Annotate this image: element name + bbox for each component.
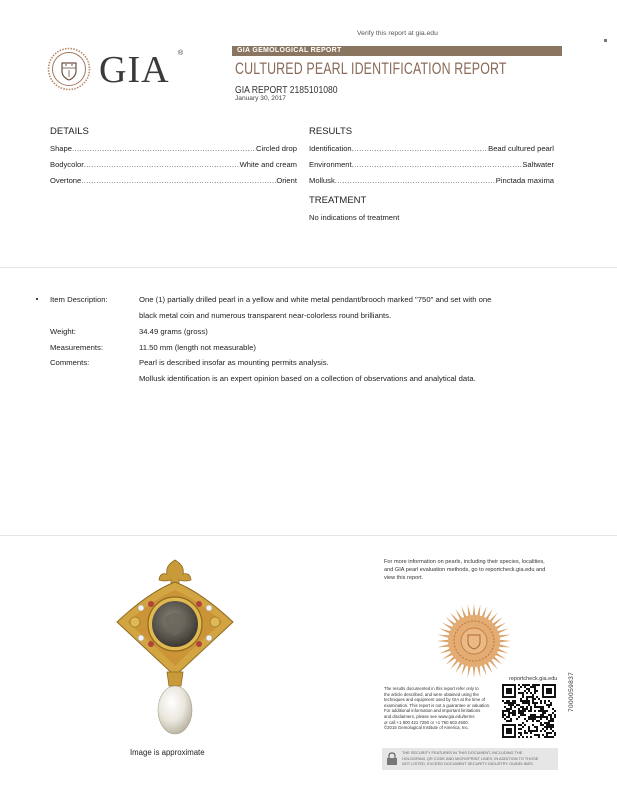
detail-row-bodycolor: Bodycolor ..... White and cream bbox=[50, 160, 297, 169]
pendant-icon bbox=[105, 552, 245, 742]
gold-seal bbox=[436, 603, 512, 679]
qr-code[interactable] bbox=[502, 684, 556, 738]
pearl-info-text: For more information on pearls, including their species, localities, and GIA pearl evaluation methods, go to reportcheck.gia.edu and view this report. bbox=[384, 559, 546, 581]
bullet-mark bbox=[36, 298, 38, 300]
result-row-mollusk: Mollusk ..... Pinctada maxima bbox=[309, 176, 554, 185]
report-number: GIA REPORT 2185101080 bbox=[235, 84, 338, 96]
detail-row-shape: Shape ..... Circled drop bbox=[50, 144, 297, 153]
item-description-line1: One (1) partially drilled pearl in a yellow and white metal pendant/brooch marked "750" and set with one bbox=[139, 295, 492, 304]
result-row-identification: Identification ..... Bead cultured pearl bbox=[309, 144, 554, 153]
logo-registered-mark: ® bbox=[178, 50, 184, 57]
item-description-label: Item Description: bbox=[50, 295, 108, 304]
treatment-heading: TREATMENT bbox=[309, 195, 367, 206]
item-description-line2: black metal coin and numerous transparent near-colorless round brilliants. bbox=[139, 311, 392, 320]
corner-mark bbox=[604, 39, 607, 42]
gia-seal-icon bbox=[47, 47, 91, 91]
gia-logo bbox=[47, 47, 187, 91]
report-title: CULTURED PEARL IDENTIFICATION REPORT bbox=[235, 59, 507, 78]
report-band bbox=[232, 46, 562, 56]
detail-row-overtone: Overtone ..... Orient bbox=[50, 176, 297, 185]
fold-line-bottom bbox=[0, 535, 617, 536]
qr-code-label: reportcheck.gia.edu bbox=[509, 676, 558, 682]
measurements-value: 11.50 mm (length not measurable) bbox=[139, 343, 256, 352]
gold-seal-icon bbox=[436, 603, 512, 679]
image-caption: Image is approximate bbox=[130, 748, 205, 757]
band-label: GIA GEMOLOGICAL REPORT bbox=[237, 47, 342, 54]
pendant-image bbox=[105, 552, 245, 742]
report-date: January 30, 2017 bbox=[235, 95, 286, 102]
comment-line1: Pearl is described insofar as mounting permits analysis. bbox=[139, 358, 329, 367]
results-heading: RESULTS bbox=[309, 126, 353, 137]
security-notice: THE SECURITY FEATURES IN THIS DOCUMENT, INCLUDING THE HOLOGRAM, QR CODE AND MICROPRINT LINES, IN ADDITION TO THOSE NOT LISTED, EXCEED DOCUMENT SECURITY INDUSTRY GUIDELINES. bbox=[382, 748, 558, 770]
disclaimer-text: The results documented in this report refer only to the article described, and were obtained using the techniques and equipment used by GIA at the time of examination. This report is not a guarantee or valuation. For additional information and important limitations and disclaimers, please see www.gia.edu/terms or call +1 800 421 7250 or +1 760 603 4500. ©2015 Gemological Institute of America, Inc. bbox=[384, 686, 491, 731]
measurements-label: Measurements: bbox=[50, 343, 103, 352]
verify-text: Verify this report at gia.edu bbox=[357, 30, 438, 37]
treatment-text: No indications of treatment bbox=[309, 213, 400, 222]
lock-icon bbox=[386, 752, 398, 766]
result-row-environment: Environment ..... Saltwater bbox=[309, 160, 554, 169]
comment-line2: Mollusk identification is an expert opinion based on a collection of observations and analytical data. bbox=[139, 374, 476, 383]
logo-text: GIA bbox=[99, 49, 170, 91]
weight-value: 34.49 grams (gross) bbox=[139, 327, 208, 336]
fold-line-top bbox=[0, 267, 617, 268]
details-heading: DETAILS bbox=[50, 126, 89, 137]
weight-label: Weight: bbox=[50, 327, 76, 336]
serial-number: 7000059837 bbox=[568, 671, 575, 712]
qr-code-icon bbox=[502, 684, 556, 738]
comments-label: Comments: bbox=[50, 358, 90, 367]
